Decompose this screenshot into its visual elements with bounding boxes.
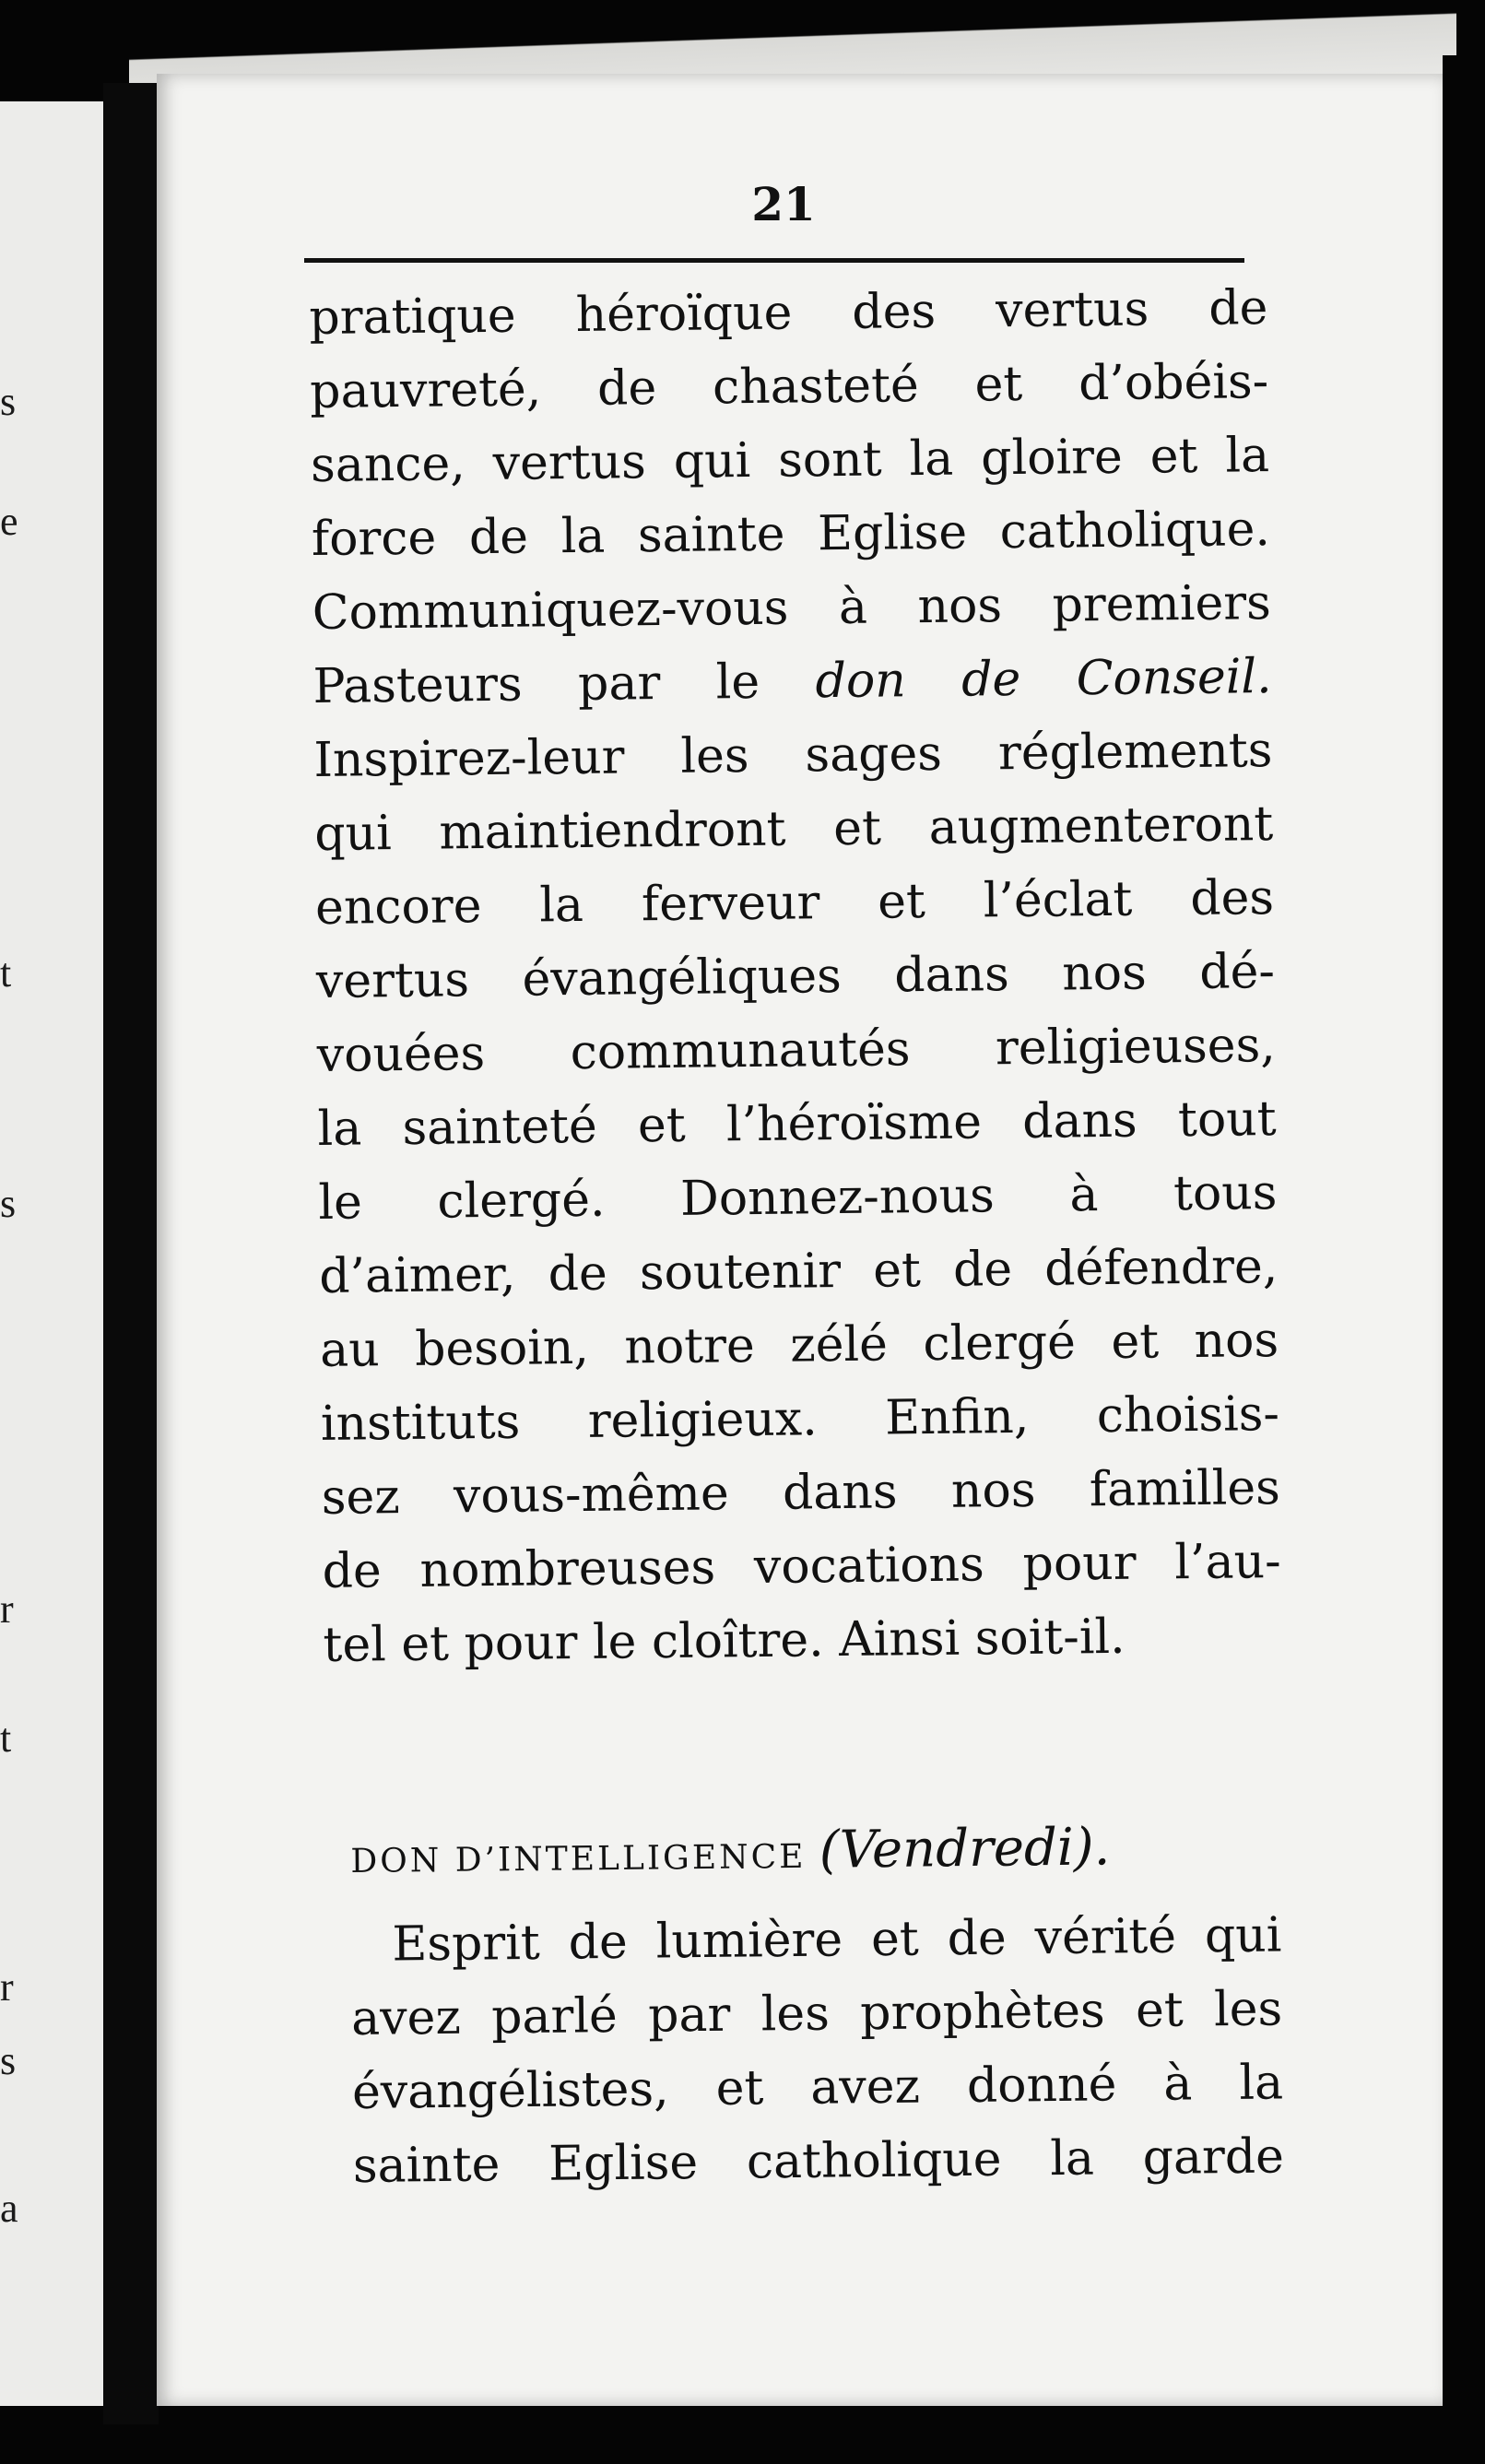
text-line: le clergé. Donnez-nous à tous [318,1165,1278,1231]
heading-caps: DON D’INTELLIGENCE [350,1837,807,1880]
scan-border [1443,55,1485,2452]
text-line: tel et pour le cloître. Ainsi soit-il. [323,1609,1126,1673]
text-line: sainte Eglise catholique la garde [352,2128,1285,2194]
text-line: Communiquez-vous à nos premiers [312,575,1272,641]
page-number: 21 [751,177,816,231]
section-heading [350,1816,1273,1885]
fragment: t [0,1715,12,1761]
text-line: la sainteté et l’héroïsme dans tout [317,1091,1277,1157]
text-line: sez vous-même dans nos familles [321,1460,1281,1526]
text-line: évangélistes, et avez donné à la [351,2055,1284,2120]
text-line: de nombreuses vocations pour l’au- [322,1534,1281,1599]
text-line: sance, vertus qui sont la gloire et la [310,428,1270,493]
fragment: t [0,950,12,996]
fragment: s [0,379,17,424]
text-run: Pasteurs par le [312,654,760,714]
fragment: s [0,2038,17,2083]
fragment: r [0,1964,14,2010]
text-line: vouées communautés religieuses, [316,1018,1277,1083]
prayer-paragraph-2 [350,1898,1284,2203]
text-line: d’aimer, de soutenir et de défendre, [318,1239,1279,1304]
fragment: e [0,499,18,544]
heading-day: (Vendredi). [819,1817,1111,1880]
prayer-paragraph [309,271,1282,1682]
text-line: Esprit de lumière et de vérité qui [392,1907,1282,1973]
text-line-mixed [312,640,1272,724]
italic-phrase: don de Conseil. [815,649,1272,710]
header-rule [304,258,1244,263]
text-line: pratique héroïque des vertus de [309,280,1268,346]
text-line: instituts religieux. Enfin, choisis- [320,1386,1280,1452]
book-page [157,74,1443,2406]
text-line: vertus évangéliques dans nos dé- [315,944,1276,1009]
fragment: s [0,1181,17,1226]
text-line: Inspirez-leur les sages réglements [313,723,1273,788]
book-binding [103,83,159,2424]
text-line: avez parlé par les prophètes et les [350,1981,1283,2046]
text-line: encore la ferveur et l’éclat des [314,870,1275,936]
text-line: pauvreté, de chasteté et d’obéis- [309,354,1269,419]
text-line: qui maintiendront et augmenteront [313,796,1274,862]
text-line: au besoin, notre zélé clergé et nos [319,1313,1279,1378]
text-line: force de la sainte Eglise catholique. [311,501,1271,567]
fragment: a [0,2186,18,2231]
facing-page-text-fragments [0,101,37,2406]
facing-page-edge [0,101,120,2406]
fragment: r [0,1586,14,1632]
